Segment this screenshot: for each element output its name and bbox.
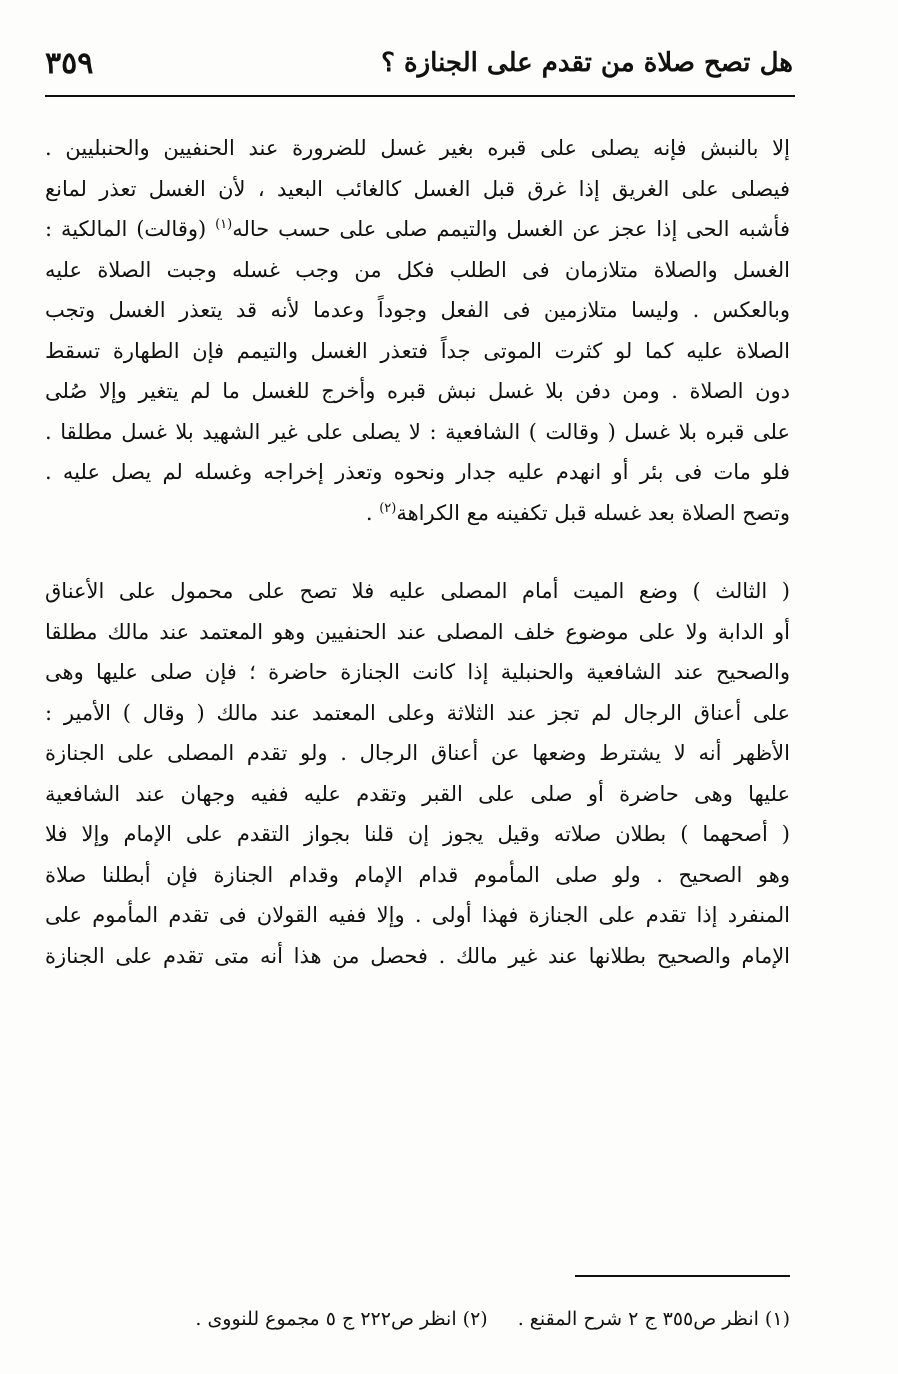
text-line: على قبره بلا غسل ( وقالت ) الشافعية : لا يصلى على غير الشهيد بلا غسل مطلقا . — [45, 419, 790, 444]
text-line: إلا بالنبش فإنه يصلى على قبره بغير غسل للضرورة عند الحنفيين والحنبليين . — [45, 136, 790, 160]
running-title: هل تصح صلاة من تقدم على الجنازة ؟ — [381, 48, 793, 78]
text-line: أو الدابة ولا على موضوع خلف المصلى عند الحنفيين وهو المعتمد عند مالك مطلقا — [45, 619, 790, 644]
paragraph-1 — [45, 128, 790, 533]
header-rule — [45, 95, 795, 97]
text-line: الصلاة عليه كما لو كثرت الموتى جداً فتعذر الغسل والتيمم فإن الطهارة تسقط — [45, 338, 790, 363]
page-header — [45, 40, 793, 86]
text-line: وبالعكس . وليسا متلازمين فى الفعل وجوداً وعدما لأنه قد يتعذر الغسل وتجب — [45, 298, 790, 322]
paragraph-gap — [45, 533, 790, 571]
text-line: وهو الصحيح . ولو صلى المأموم قدام الإمام وقدام الجنازة فإن أبطلنا صلاة — [45, 862, 790, 887]
text-segment: فأشبه الحى إذا عجز عن الغسل والتيمم صلى على حسب حاله — [232, 217, 790, 241]
page-number: ٣٥٩ — [45, 45, 94, 81]
text-line: ( أصحهما ) بطلان صلاته وقيل يجوز إن قلنا بجواز التقدم على الإمام وإلا فلا — [45, 822, 790, 846]
footnotes — [45, 1308, 790, 1330]
text-line: فيصلى على الغريق إذا غرق قبل الغسل كالغائب البعيد ، لأن الغسل تعذر لمانع — [45, 176, 790, 201]
text-segment: وتصح الصلاة بعد غسله قبل تكفينه مع الكراهة — [396, 500, 790, 525]
end-dot: . — [365, 500, 380, 525]
text-segment: (وقالت) المالكية : — [45, 217, 207, 241]
text-line: دون الصلاة . ومن دفن بلا غسل نبش قبره وأخرج للغسل ما لم يتغير وإلا صُلى — [45, 379, 790, 403]
footnote-rule — [575, 1275, 790, 1277]
paragraph-2 — [45, 571, 790, 976]
footnote-2: (٢) انظر ص٢٢٢ ج ٥ مجموع للنووى . — [195, 1308, 488, 1330]
footnote-mark-1: (١) — [215, 217, 233, 232]
text-line: الغسل والصلاة متلازمان فى الطلب فكل من وجب غسله وجبت الصلاة عليه — [45, 257, 790, 282]
text-line — [45, 493, 790, 534]
text-line: على أعناق الرجال لم تجز عند الثلاثة وعلى المعتمد عند مالك ( وقال ) الأمير : — [45, 700, 790, 725]
text-line — [45, 209, 790, 250]
text-line: ( الثالث ) وضع الميت أمام المصلى عليه فلا تصح على محمول على الأعناق — [45, 579, 790, 603]
text-line: الأظهر أنه لا يشترط وضعها عن أعناق الرجال . ولو تقدم المصلى على الجنازة — [45, 741, 790, 765]
text-line: والصحيح عند الشافعية والحنبلية إذا كانت الجنازة حاضرة ؛ فإن صلى عليها وهى — [45, 660, 790, 684]
footnote-1: (١) انظر ص٣٥٥ ج ٢ شرح المقنع . — [517, 1308, 790, 1330]
footnote-mark-2: (٢) — [379, 500, 397, 516]
text-line: فلو مات فى بئر أو انهدم عليه جدار ونحوه وتعذر إخراجه وغسله لم يصل عليه . — [45, 460, 790, 484]
text-line: عليها وهى حاضرة أو صلى على القبر وتقدم عليه ففيه وجهان عند الشافعية — [45, 781, 790, 806]
text-line: المنفرد إذا تقدم على الجنازة فهذا أولى . وإلا ففيه القولان فى تقدم المأموم على — [45, 903, 790, 927]
text-line: الإمام والصحيح بطلانها عند غير مالك . فحصل من هذا أنه متى تقدم على الجنازة — [45, 943, 790, 968]
body-text — [45, 128, 790, 976]
